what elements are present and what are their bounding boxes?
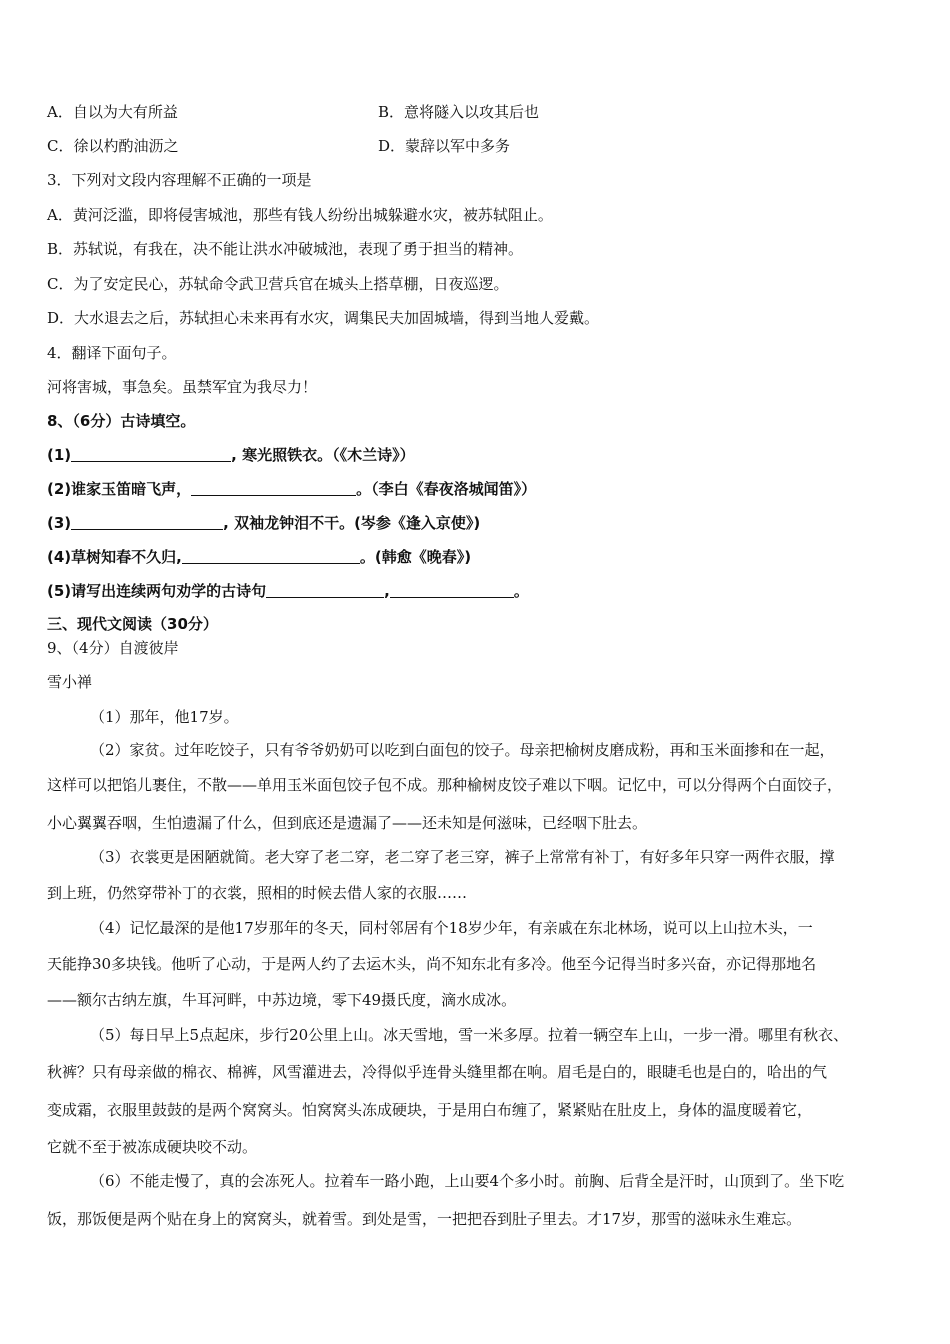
- q3-option-d: D．大水退去之后，苏轼担心未来再有水灾，调集民夫加固城墙，得到当地人爱戴。: [47, 309, 600, 327]
- fill-blank-4[interactable]: [182, 549, 360, 564]
- q9-author: 雪小禅: [47, 673, 93, 691]
- q8-l3-post: , 双袖龙钟泪不干。(岑参《逢入京使》): [223, 514, 481, 532]
- paragraph-4-line-2: 天能挣30多块钱。他听了心动，于是两人约了去运木头，尚不知东北有多冷。他至今记得当时多兴奋，亦记得那地名: [47, 955, 817, 973]
- q3-stem: 3．下列对文段内容理解不正确的一项是: [47, 171, 312, 189]
- fill-blank-2[interactable]: [191, 481, 356, 496]
- q4-sentence: 河将害城，事急矣。虽禁军宜为我尽力！: [47, 378, 318, 396]
- q3-option-c: C．为了安定民心，苏轼命令武卫营兵官在城头上搭草棚，日夜巡逻。: [47, 275, 509, 293]
- q8-line-1: [47, 445, 415, 465]
- q8-l4-pre: (4)草树知春不久归,: [47, 548, 182, 566]
- fill-blank-5[interactable]: [266, 583, 384, 598]
- paragraph-4-line-3: ——额尔古纳左旗，牛耳河畔，中苏边境，零下49摄氏度，滴水成冰。: [47, 991, 517, 1009]
- option-d: D．蒙辞以军中多务: [378, 137, 511, 155]
- q8-title: 8、（6分）古诗填空。: [47, 412, 196, 430]
- q4-stem: 4．翻译下面句子。: [47, 344, 177, 362]
- option-a: A．自以为大有所益: [47, 103, 178, 121]
- paragraph-4-line-1: （4）记忆最深的是他17岁那年的冬天，同村邻居有个18岁少年，有亲戚在东北林场，说可以上山拉木头，一: [90, 919, 813, 937]
- q8-l5-pre: (5)请写出连续两句劝学的古诗句: [47, 582, 267, 600]
- q8-l4-post: 。(韩愈《晚春》): [359, 548, 472, 566]
- q8-l5-post: 。: [513, 582, 529, 600]
- q9-title: 9、（4分）自渡彼岸: [47, 639, 179, 657]
- paragraph-5-line-1: （5）每日早上5点起床，步行20公里上山。冰天雪地，雪一米多厚。拉着一辆空车上山，一步一滑。哪里有秋衣、: [90, 1026, 849, 1044]
- paragraph-6-line-1: （6）不能走慢了，真的会冻死人。拉着车一路小跑，上山要4个多小时。前胸、后背全是汗时，山顶到了。坐下吃: [90, 1172, 845, 1190]
- paragraph-5-line-4: 它就不至于被冻成硬块咬不动。: [47, 1138, 258, 1156]
- q8-l1-post: , 寒光照铁衣。（《木兰诗》）: [231, 446, 415, 464]
- paragraph-2-line-2: 这样可以把馅儿裹住，不散——单用玉米面包饺子包不成。那种榆树皮饺子难以下咽。记忆中，可以分得两个白面饺子，: [47, 776, 843, 794]
- q8-line-2: [47, 479, 536, 499]
- q3-option-a: A．黄河泛滥，即将侵害城池，那些有钱人纷纷出城躲避水灾，被苏轼阻止。: [47, 206, 553, 224]
- paragraph-5-line-2: 秋裤？只有母亲做的棉衣、棉裤，风雪灌进去，冷得似乎连骨头缝里都在响。眉毛是白的，眼睫毛也是白的，哈出的气: [47, 1063, 828, 1081]
- q8-l1-pre: (1): [47, 446, 72, 464]
- option-c: C．徐以杓酌油沥之: [47, 137, 179, 155]
- fill-blank-6[interactable]: [390, 583, 514, 598]
- fill-blank-1[interactable]: [71, 447, 231, 462]
- paragraph-6-line-2: 饭，那饭便是两个贴在身上的窝窝头，就着雪。到处是雪，一把把吞到肚子里去。才17岁，那雪的滋味永生难忘。: [47, 1210, 802, 1228]
- q8-l2-pre: (2)谁家玉笛暗飞声，: [47, 480, 192, 498]
- paragraph-3-line-1: （3）衣裳更是困陋就简。老大穿了老二穿，老二穿了老三穿，裤子上常常有补丁，有好多年只穿一两件衣服，撑: [90, 848, 835, 866]
- paragraph-2-line-1: （2）家贫。过年吃饺子，只有爷爷奶奶可以吃到白面包的饺子。母亲把榆树皮磨成粉，再和玉米面掺和在一起，: [90, 741, 835, 759]
- fill-blank-3[interactable]: [71, 515, 223, 530]
- q8-l5-mid: ,: [384, 582, 390, 600]
- option-b: B．意将隧入以攻其后也: [378, 103, 540, 121]
- section-3-title: 三、现代文阅读（30分）: [47, 615, 218, 633]
- q8-l2-post: 。（李白《春夜洛城闻笛》）: [356, 480, 537, 498]
- q8-line-5: [47, 581, 529, 601]
- paragraph-1: （1）那年，他17岁。: [90, 708, 239, 726]
- paragraph-2-line-3: 小心翼翼吞咽，生怕遗漏了什么，但到底还是遗漏了——还未知是何滋味，已经咽下肚去。: [47, 814, 648, 832]
- q8-line-4: [47, 547, 471, 567]
- q8-l3-pre: (3): [47, 514, 72, 532]
- paragraph-5-line-3: 变成霜，衣服里鼓鼓的是两个窝窝头。怕窝窝头冻成硬块，于是用白布缠了，紧紧贴在肚皮上，身体的温度暖着它，: [47, 1101, 813, 1119]
- q3-option-b: B．苏轼说，有我在，决不能让洪水冲破城池，表现了勇于担当的精神。: [47, 240, 524, 258]
- paragraph-3-line-2: 到上班，仍然穿带补丁的衣裳，照相的时候去借人家的衣服……: [47, 884, 468, 902]
- q8-line-3: [47, 513, 480, 533]
